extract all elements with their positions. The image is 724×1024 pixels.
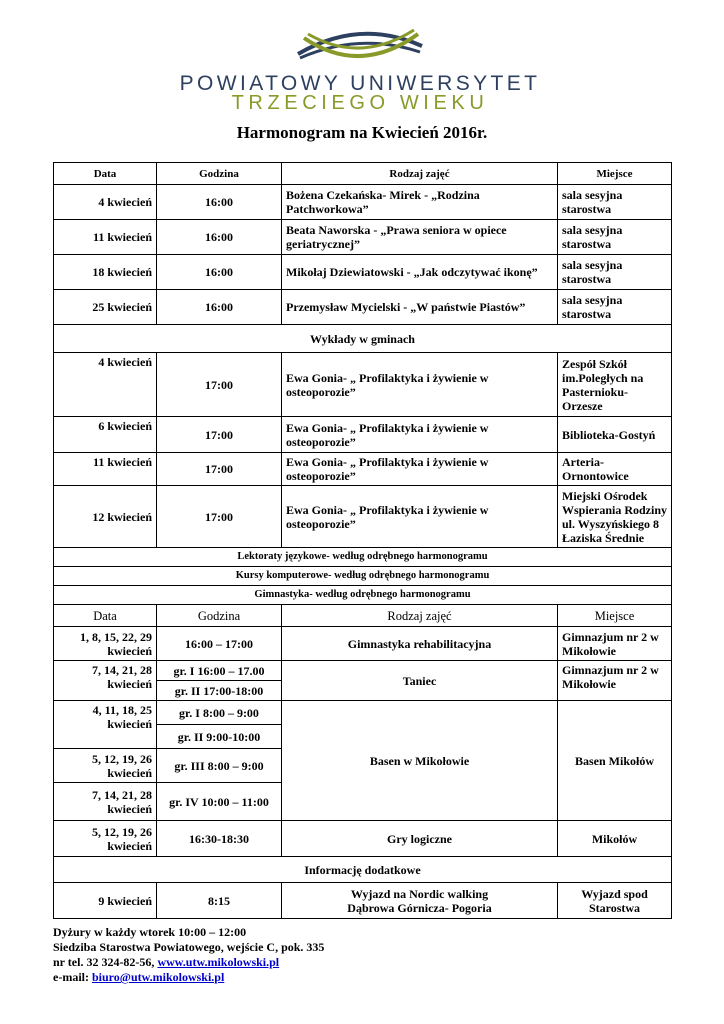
- extra-type: [282, 883, 558, 919]
- lecture-date: 25 kwiecień: [54, 290, 157, 325]
- header2-type: Rodzaj zajęć: [282, 605, 558, 627]
- lecture-time: 16:00: [157, 255, 282, 290]
- pool-time: gr. IV 10:00 – 11:00: [157, 783, 282, 821]
- gmina-topic: Ewa Gonia- „ Profilaktyka i żywienie w osteoporozie”: [282, 417, 558, 453]
- gym-place: Gimnazjum nr 2 w Mikołowie: [558, 627, 672, 661]
- footer: [53, 925, 324, 985]
- pool-date: 5, 12, 19, 26 kwiecień: [54, 749, 157, 783]
- schedule-table: [53, 162, 672, 919]
- gmina-row: [54, 486, 672, 548]
- gym-time: 16:00 – 17:00: [157, 627, 282, 661]
- gmina-time: 17:00: [157, 417, 282, 453]
- lecture-place: sala sesyjna starostwa: [558, 290, 672, 325]
- pool-date: 7, 14, 21, 28 kwiecień: [54, 783, 157, 821]
- pool-time: gr. II 9:00-10:00: [157, 725, 282, 749]
- pool-type: Basen w Mikołowie: [282, 701, 558, 821]
- header2-date: Data: [54, 605, 157, 627]
- lecture-row: [54, 185, 672, 220]
- gmina-place: Miejski Ośrodek Wspierania Rodziny ul. Wyszyńskiego 8 Łaziska Średnie: [558, 486, 672, 548]
- gmina-topic: Ewa Gonia- „ Profilaktyka i żywienie w osteoporozie”: [282, 453, 558, 486]
- gmina-place: Zespół Szkół im.Poległych na Pasternioku-Orzesze: [558, 353, 672, 417]
- gym-row: [54, 627, 672, 661]
- pool-date: 4, 11, 18, 25 kwiecień: [54, 701, 157, 749]
- dance-row: [54, 661, 672, 681]
- header-type: Rodzaj zajęć: [282, 163, 558, 185]
- note-gymnastics: Gimnastyka- według odrębnego harmonogramu: [54, 586, 672, 605]
- gmina-time: 17:00: [157, 353, 282, 417]
- gmina-place: Arteria-Ornontowice: [558, 453, 672, 486]
- games-time: 16:30-18:30: [157, 821, 282, 857]
- gmina-row: [54, 453, 672, 486]
- pool-place: Basen Mikołów: [558, 701, 672, 821]
- header-row-2: [54, 605, 672, 627]
- games-date: 5, 12, 19, 26 kwiecień: [54, 821, 157, 857]
- lecture-topic: Beata Naworska - „Prawa seniora w opiece geriatrycznej”: [282, 220, 558, 255]
- gmina-time: 17:00: [157, 486, 282, 548]
- lecture-row: [54, 255, 672, 290]
- extra-row: [54, 883, 672, 919]
- gmina-time: 17:00: [157, 453, 282, 486]
- header2-place: Miejsce: [558, 605, 672, 627]
- header-date: Data: [54, 163, 157, 185]
- lecture-date: 4 kwiecień: [54, 185, 157, 220]
- logo: [175, 22, 545, 112]
- email-link[interactable]: biuro@utw.mikolowski.pl: [91, 970, 225, 984]
- lecture-time: 16:00: [157, 185, 282, 220]
- gmina-date: 12 kwiecień: [54, 486, 157, 548]
- games-type: Gry logiczne: [282, 821, 558, 857]
- gmina-date: 4 kwiecień: [54, 353, 157, 417]
- logo-emblem-icon: [290, 24, 430, 72]
- gmina-topic: Ewa Gonia- „ Profilaktyka i żywienie w osteoporozie”: [282, 353, 558, 417]
- lecture-place: sala sesyjna starostwa: [558, 220, 672, 255]
- footer-duty: Dyżury w każdy wtorek 10:00 – 12:00: [53, 925, 247, 939]
- dance-type: Taniec: [282, 661, 558, 701]
- dance-time-2: gr. II 17:00-18:00: [157, 681, 282, 701]
- header-place: Miejsce: [558, 163, 672, 185]
- pool-row: [54, 701, 672, 725]
- header-row: [54, 163, 672, 185]
- page-title: Harmonogram na Kwiecień 2016r.: [236, 123, 488, 142]
- lecture-row: [54, 220, 672, 255]
- gmina-date: 11 kwiecień: [54, 453, 157, 486]
- header2-time: Godzina: [157, 605, 282, 627]
- lecture-topic: Bożena Czekańska- Mirek - „Rodzina Patchworkowa”: [282, 185, 558, 220]
- pool-time: gr. III 8:00 – 9:00: [157, 749, 282, 783]
- lecture-topic: Mikołaj Dziewiatowski - „Jak odczytywać ikonę”: [282, 255, 558, 290]
- games-row: [54, 821, 672, 857]
- gmina-topic: Ewa Gonia- „ Profilaktyka i żywienie w osteoporozie”: [282, 486, 558, 548]
- footer-address: Siedziba Starostwa Powiatowego, wejście C, pok. 335: [53, 940, 325, 954]
- dance-time-1: gr. I 16:00 – 17.00: [157, 661, 282, 681]
- section-extra-title: Informację dodatkowe: [54, 857, 672, 883]
- footer-phone-line: [53, 955, 324, 970]
- footer-phone: nr tel. 32 324-82-56,: [53, 955, 158, 969]
- gmina-row: [54, 353, 672, 417]
- note-row: [54, 567, 672, 586]
- note-row: [54, 586, 672, 605]
- logo-line2: TRZECIEGO WIEKU: [231, 92, 489, 114]
- section-row: [54, 857, 672, 883]
- note-row: [54, 548, 672, 567]
- lecture-row: [54, 290, 672, 325]
- website-link[interactable]: www.utw.mikolowski.pl: [157, 955, 280, 969]
- lecture-time: 16:00: [157, 220, 282, 255]
- lecture-date: 18 kwiecień: [54, 255, 157, 290]
- dance-date: 7, 14, 21, 28 kwiecień: [54, 661, 157, 701]
- lecture-date: 11 kwiecień: [54, 220, 157, 255]
- lecture-place: sala sesyjna starostwa: [558, 255, 672, 290]
- extra-type-line1: Wyjazd na Nordic walking: [350, 886, 489, 901]
- section-row: [54, 325, 672, 353]
- extra-time: 8:15: [157, 883, 282, 919]
- gmina-date: 6 kwiecień: [54, 417, 157, 453]
- footer-email-line: [53, 970, 324, 985]
- lecture-place: sala sesyjna starostwa: [558, 185, 672, 220]
- gmina-place: Biblioteka-Gostyń: [558, 417, 672, 453]
- logo-line1: POWIATOWY UNIWERSYTET: [179, 72, 541, 95]
- footer-email-label: e-mail:: [53, 970, 92, 984]
- note-languages: Lektoraty językowe- według odrębnego harmonogramu: [54, 548, 672, 567]
- gym-type: Gimnastyka rehabilitacyjna: [282, 627, 558, 661]
- lecture-time: 16:00: [157, 290, 282, 325]
- section-gminy-title: Wykłady w gminach: [54, 325, 672, 353]
- extra-place: Wyjazd spod Starostwa: [558, 883, 672, 919]
- pool-time: gr. I 8:00 – 9:00: [157, 701, 282, 725]
- games-place: Mikołów: [558, 821, 672, 857]
- lecture-topic: Przemysław Mycielski - „W państwie Piastów”: [282, 290, 558, 325]
- note-computers: Kursy komputerowe- według odrębnego harmonogramu: [54, 567, 672, 586]
- dance-place: Gimnazjum nr 2 w Mikołowie: [558, 661, 672, 701]
- extra-date: 9 kwiecień: [54, 883, 157, 919]
- header-time: Godzina: [157, 163, 282, 185]
- gym-date: 1, 8, 15, 22, 29 kwiecień: [54, 627, 157, 661]
- gmina-row: [54, 417, 672, 453]
- extra-type-line2: Dąbrowa Górnicza- Pogoria: [347, 900, 492, 915]
